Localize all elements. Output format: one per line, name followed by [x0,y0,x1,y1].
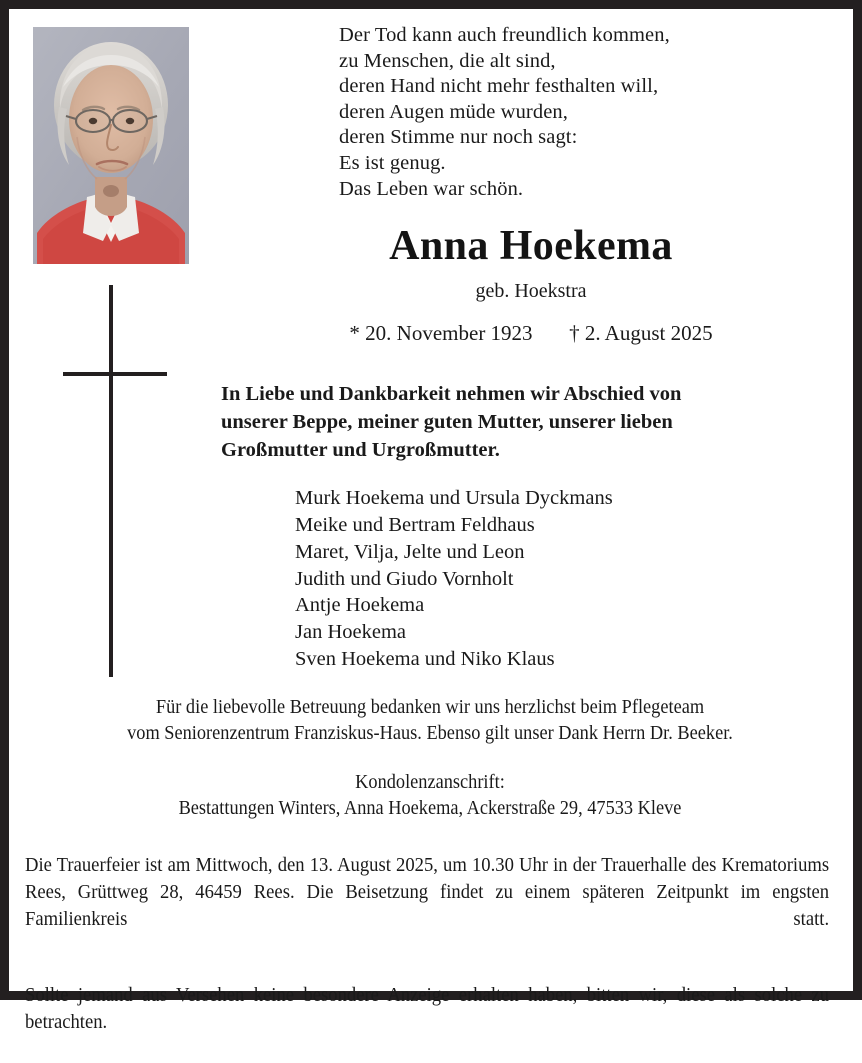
main-content-column [205,23,845,673]
maiden-name: geb. Hoekstra [475,280,587,303]
list-item: Maret, Vilja, Jelte und Leon [295,540,525,563]
obituary-paper [9,9,853,1033]
poem-line: Das Leben war schön. [339,177,524,200]
dedication-text [205,380,845,464]
poem-line: deren Stimme nur noch sagt: [339,126,578,149]
list-item: Murk Hoekema und Ursula Dyckmans [295,487,613,510]
poem-line: deren Hand nicht mehr festhalten will, [339,75,659,98]
poem-line: Es ist genug. [339,151,446,174]
thanks-line: Für die liebevolle Betreuung bedanken wir uns herzlichst beim Pflegeteam [155,697,705,718]
memorial-poem [205,23,845,202]
cross-horizontal-bar [63,372,167,376]
condolence-section [49,770,810,822]
thanks-paragraph [49,695,810,747]
condolence-heading: Kondolenzanschrift: [355,772,505,793]
ceremony-details: Die Trauerfeier ist am Mittwoch, den 13. August 2025, um 10.30 Uhr in der Trauerhalle des Krematoriums Rees, Grüttweg 28, 46459 Rees. Die Beisetzung findet zu einem späteren Zeitpunkt im engsten Familienkreis statt. [25,855,830,930]
list-item: Antje Hoekema [295,594,425,617]
portrait-illustration [33,27,189,264]
dedication-line: In Liebe und Dankbarkeit nehmen wir Abschied von [221,383,682,406]
dedication-line: Großmutter und Urgroßmutter. [221,439,500,462]
life-dates [205,321,845,346]
poem-line: deren Augen müde wurden, [339,100,568,123]
poem-line: Der Tod kann auch freundlich kommen, [339,24,670,46]
general-notice: Sollte jemand aus Versehen keine besondere Anzeige erhalten haben, bitten wir, diese als solche zu betrachten. [25,985,830,1033]
survivors-list [205,485,845,673]
condolence-address: Bestattungen Winters, Anna Hoekema, Ackerstraße 29, 47533 Kleve [178,798,682,819]
poem-line: zu Menschen, die alt sind, [339,49,556,72]
list-item: Jan Hoekema [295,621,406,644]
list-item: Meike und Bertram Feldhaus [295,513,535,536]
latin-cross-icon [63,285,167,677]
list-item: Sven Hoekema und Niko Klaus [295,647,555,670]
dedication-line: unserer Beppe, meiner guten Mutter, unserer lieben [221,411,673,434]
list-item: Judith und Giudo Vornholt [295,567,514,590]
portrait-photo [33,27,189,264]
birth-date: * 20. November 1923 [349,321,533,346]
deceased-name: Anna Hoekema [389,223,673,270]
cross-vertical-bar [109,285,113,677]
death-date: † 2. August 2025 [569,321,713,346]
footer-sections [25,695,835,1063]
thanks-line: vom Seniorenzentrum Franziskus-Haus. Ebenso gilt unser Dank Herrn Dr. Beeker. [127,723,733,744]
